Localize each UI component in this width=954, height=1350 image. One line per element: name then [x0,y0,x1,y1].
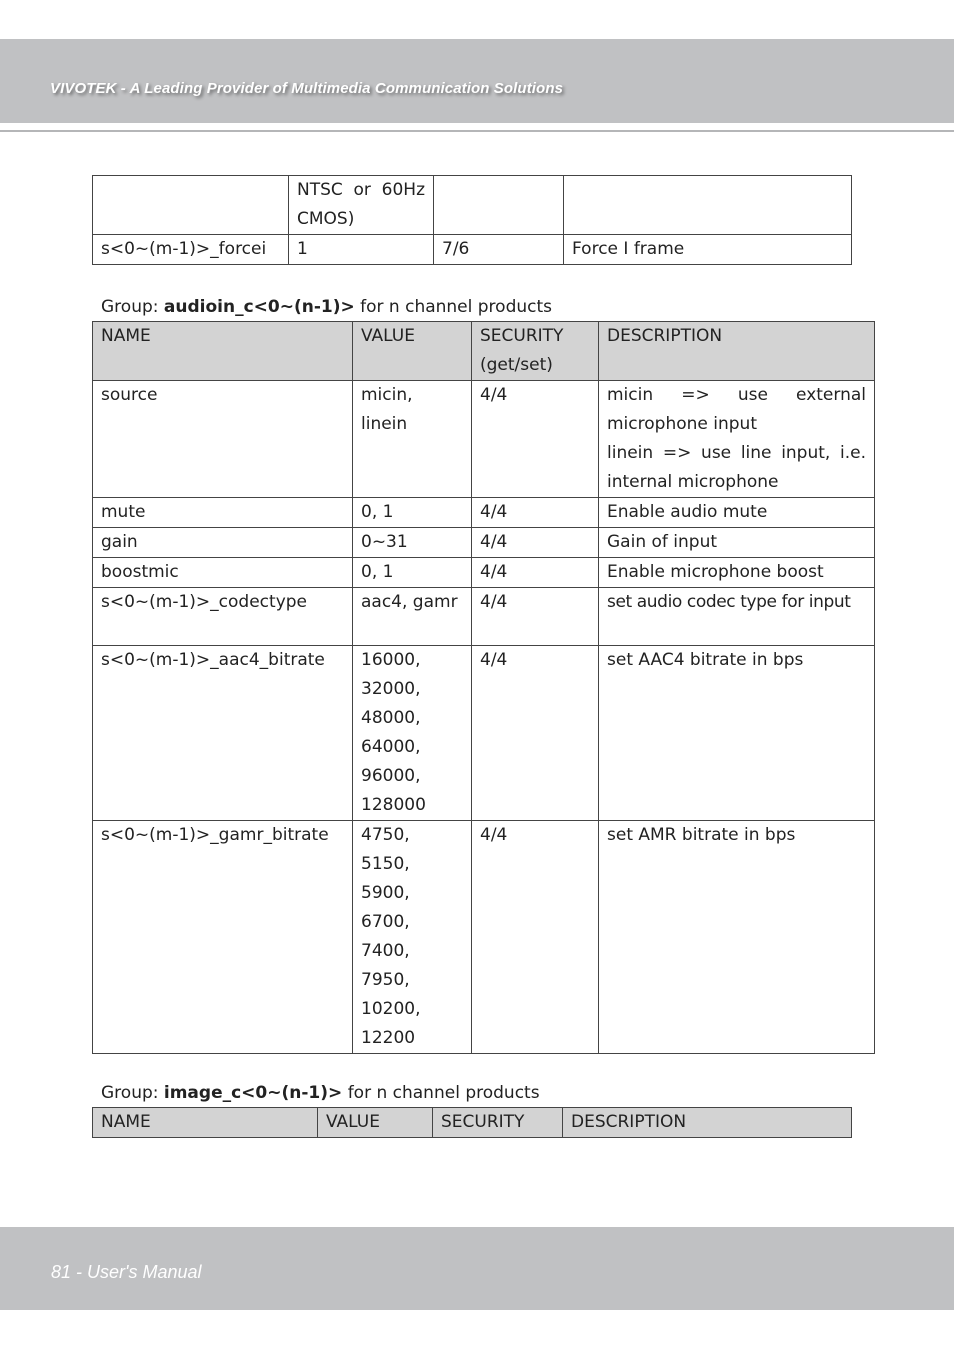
audioin-table [92,321,875,1054]
table-cell: 4/4 [472,498,599,528]
table-cell: 4/4 [472,821,599,1054]
table-row [93,821,875,1054]
table-cell: set audio codec type for input [599,588,875,646]
table-cell: boostmic [93,558,353,588]
table-cell: 4/4 [472,588,599,646]
table-cell: s<0~(m-1)>_aac4_bitrate [93,646,353,821]
value-line: 10200, [361,999,421,1019]
table-header-row [93,1108,852,1138]
page-number: 81 - User's Manual [51,1262,202,1282]
table-cell: 0~31 [353,528,472,558]
table-cell: NTSC or 60Hz CMOS) [289,176,434,235]
value-line: 128000 [361,795,426,815]
image-table [92,1107,852,1138]
table-cell: 0, 1 [353,498,472,528]
value-line: 32000, [361,679,421,699]
group-name: audioin_c<0~(n-1)> [163,297,355,317]
group-label-image [101,1081,540,1105]
table-row [93,588,875,646]
column-header: DESCRIPTION [563,1108,852,1138]
group-prefix: Group: [101,297,159,317]
column-header: NAME [93,1108,318,1138]
table-cell: 4/4 [472,528,599,558]
description-line: micin => use external microphone input [607,385,866,434]
value-line: 7400, [361,941,410,961]
table-cell: aac4, gamr [353,588,472,646]
table-cell: 0, 1 [353,558,472,588]
table-cell: Gain of input [599,528,875,558]
table-row [93,528,875,558]
table-cell: s<0~(m-1)>_gamr_bitrate [93,821,353,1054]
value-line: 7950, [361,970,410,990]
table-cell: gain [93,528,353,558]
group-label-audioin [101,295,552,319]
value-line: 6700, [361,912,410,932]
top-table [92,175,852,265]
value-line: 5150, [361,854,410,874]
table-cell [93,176,289,235]
group-name: image_c<0~(n-1)> [163,1083,343,1103]
group-suffix: for n channel products [360,297,553,317]
table-row [93,176,852,235]
table-cell [353,821,472,1054]
table-cell [434,176,564,235]
table-cell: 1 [289,235,434,265]
table-cell: 4/4 [472,646,599,821]
header-divider [0,130,954,132]
table-cell: s<0~(m-1)>_codectype [93,588,353,646]
column-header: NAME [93,322,353,381]
table-row [93,558,875,588]
column-header: VALUE [353,322,472,381]
column-header: SECURITY (get/set) [472,322,599,381]
value-line: 96000, [361,766,421,786]
table-cell: mute [93,498,353,528]
table-row [93,235,852,265]
column-header: VALUE [318,1108,433,1138]
table-cell: s<0~(m-1)>_forcei [93,235,289,265]
table-cell: Enable microphone boost [599,558,875,588]
value-line: 64000, [361,737,421,757]
table-cell: Enable audio mute [599,498,875,528]
description-line: linein => use line input, i.e. internal microphone [607,443,866,492]
table-row [93,498,875,528]
table-cell: 4/4 [472,381,599,498]
table-cell [599,381,875,498]
table-cell [353,646,472,821]
value-line: 12200 [361,1028,416,1048]
group-suffix: for n channel products [347,1083,540,1103]
header-title: VIVOTEK - A Leading Provider of Multimedia Communication Solutions [50,80,564,97]
table-cell: set AAC4 bitrate in bps [599,646,875,821]
table-cell: set AMR bitrate in bps [599,821,875,1054]
group-prefix: Group: [101,1083,159,1103]
value-line: 16000, [361,650,421,670]
table-row [93,646,875,821]
column-header: SECURITY [433,1108,563,1138]
table-cell [564,176,852,235]
table-cell: 4/4 [472,558,599,588]
value-line: 5900, [361,883,410,903]
table-cell: micin, linein [353,381,472,498]
table-cell: 7/6 [434,235,564,265]
table-header-row [93,322,875,381]
column-header: DESCRIPTION [599,322,875,381]
table-cell: Force I frame [564,235,852,265]
value-line: 4750, [361,825,410,845]
value-line: 48000, [361,708,421,728]
table-cell: source [93,381,353,498]
table-row [93,381,875,498]
